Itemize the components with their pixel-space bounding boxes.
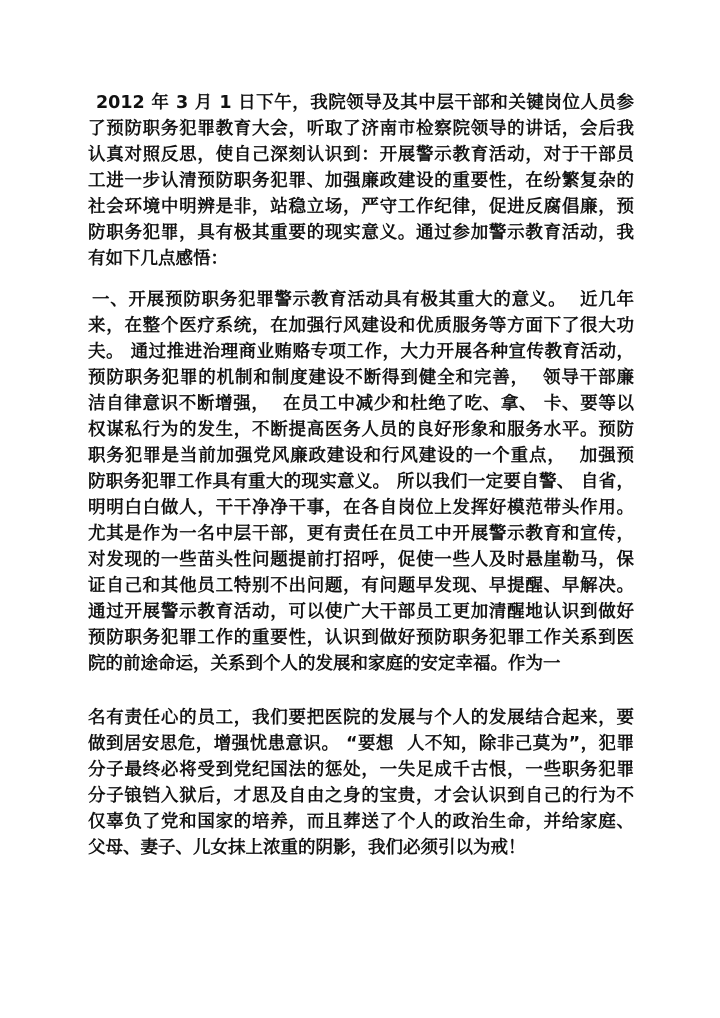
text-line: 夫。 通过推进治理商业贿赂专项工作，大力开展各种宣传教育活动， xyxy=(88,342,634,362)
text-line: 防职务犯罪，具有极其重要的现实意义。通过参加警示教育活动，我 xyxy=(88,223,634,243)
text-line: 一、开展预防职务犯罪警示教育活动具有极其重大的意义。 近几年 xyxy=(92,290,634,310)
text-line: 洁自律意识不断增强， 在员工中减少和杜绝了吃、拿、 卡、要等以 xyxy=(88,394,634,414)
text-line: 分子锒铛入狱后，才思及自由之身的宝贵，才会认识到自己的行为不 xyxy=(88,786,634,806)
text-line: 职务犯罪是当前加强党风廉政建设和行风建设的一个重点， 加强预 xyxy=(88,446,634,466)
text-line: 认真对照反思，使自己深刻认识到：开展警示教育活动，对于干部员 xyxy=(88,145,634,165)
text-line: 防职务犯罪工作具有重大的现实意义。 所以我们一定要自警、 自省， xyxy=(88,472,634,492)
text-line: 做到居安思危，增强忧患意识。 “要想 人不知，除非己莫为”，犯罪 xyxy=(88,734,634,754)
text-line: 有如下几点感悟： xyxy=(88,249,228,269)
text-line: 预防职务犯罪工作的重要性，认识到做好预防职务犯罪工作关系到医 xyxy=(88,628,634,648)
text-line: 权谋私行为的发生，不断提高医务人员的良好形象和服务水平。预防 xyxy=(88,420,634,440)
text-line: 分子最终必将受到党纪国法的惩处，一失足成千古恨，一些职务犯罪 xyxy=(88,760,634,780)
text-line: 尤其是作为一名中层干部，更有责任在员工中开展警示教育和宣传， xyxy=(88,524,634,544)
text-line: 2012 年 3 月 1 日下午，我院领导及其中层干部和关键岗位人员参 xyxy=(96,93,634,113)
text-line: 对发现的一些苗头性问题提前打招呼，促使一些人及时悬崖勒马，保 xyxy=(88,550,634,570)
paragraph-section-one xyxy=(88,287,634,677)
text-line: 仅辜负了党和国家的培养，而且葬送了个人的政治生命，并给家庭、 xyxy=(88,812,634,832)
text-line: 了预防职务犯罪教育大会，听取了济南市检察院领导的讲话，会后我 xyxy=(88,119,634,139)
text-line: 来，在整个医疗系统，在加强行风建设和优质服务等方面下了很大功 xyxy=(88,316,634,336)
text-line: 院的前途命运，关系到个人的发展和家庭的安定幸福。作为一 xyxy=(88,654,561,674)
paragraph-conclusion xyxy=(88,705,634,861)
text-line: 父母、妻子、儿女抹上浓重的阴影，我们必须引以为戒！ xyxy=(88,838,526,858)
text-line: 预防职务犯罪的机制和制度建设不断得到健全和完善， 领导干部廉 xyxy=(88,368,634,388)
text-line: 证自己和其他员工特别不出问题，有问题早发现、早提醒、早解决。 xyxy=(88,576,634,596)
text-line: 工进一步认清预防职务犯罪、加强廉政建设的重要性，在纷繁复杂的 xyxy=(88,171,634,191)
text-line: 通过开展警示教育活动，可以使广大干部员工更加清醒地认识到做好 xyxy=(88,602,634,622)
text-line: 社会环境中明辨是非，站稳立场，严守工作纪律，促进反腐倡廉，预 xyxy=(88,197,634,217)
paragraph-intro xyxy=(88,90,634,272)
text-line: 名有责任心的员工，我们要把医院的发展与个人的发展结合起来，要 xyxy=(88,708,634,728)
text-line: 明明白白做人，干干净净干事，在各自岗位上发挥好模范带头作用。 xyxy=(88,498,634,518)
